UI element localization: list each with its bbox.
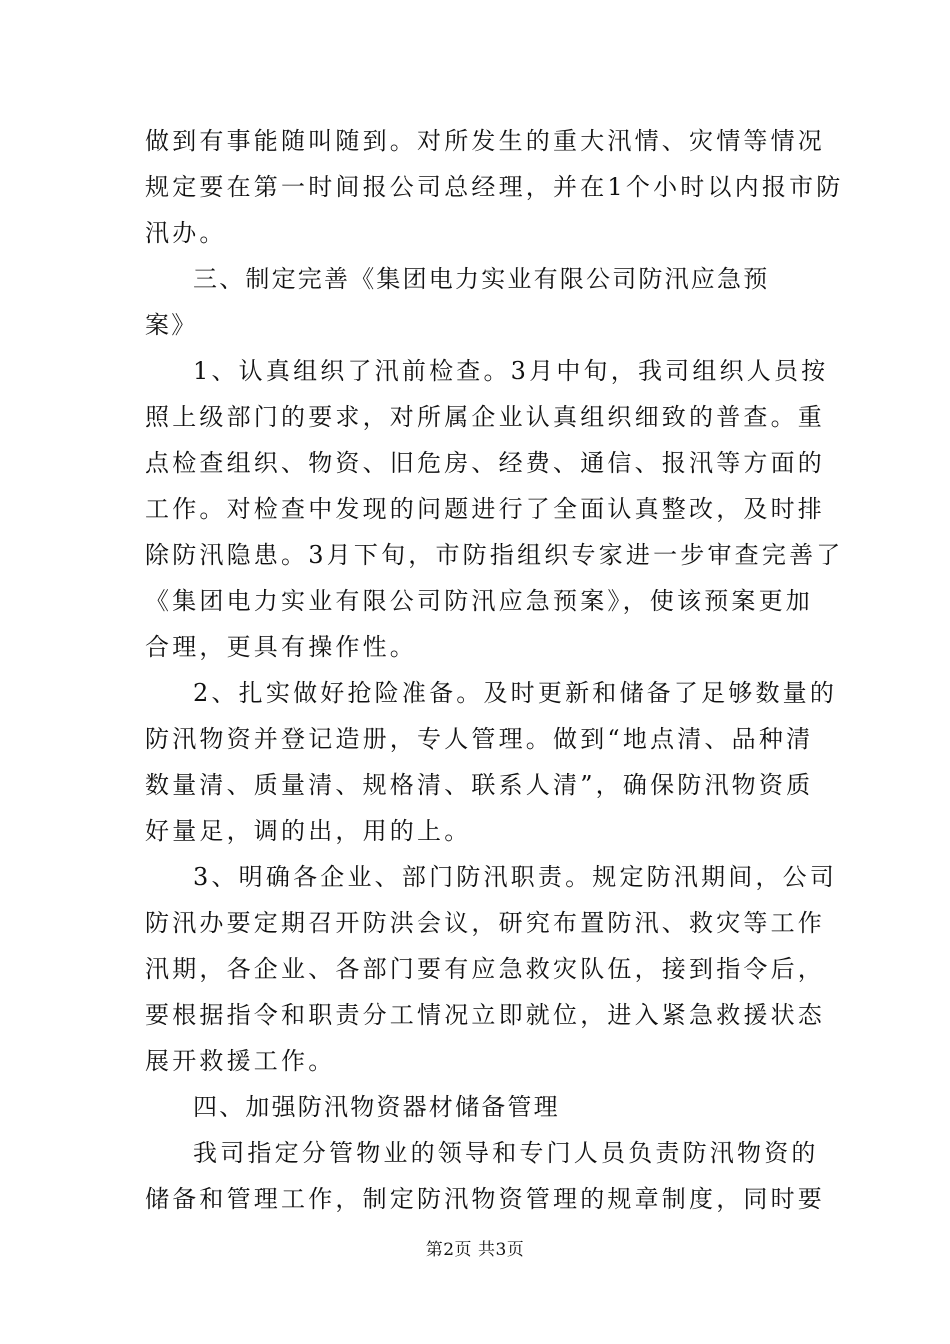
- body-text-line: 除防汛隐患。3月下旬，市防指组织专家进一步审查完善了: [145, 541, 844, 569]
- body-text-line: 做到有事能随叫随到。对所发生的重大汛情、灾情等情况: [145, 127, 825, 155]
- body-text-line: 展开救援工作。: [145, 1047, 336, 1075]
- body-text-line: 汛办。: [145, 219, 227, 247]
- body-text-line: 好量足，调的出，用的上。: [145, 817, 472, 845]
- body-text-line: 要根据指令和职责分工情况立即就位，进入紧急救援状态: [145, 1001, 825, 1029]
- body-text-line: 《集团电力实业有限公司防汛应急预案》，使该预案更加: [145, 587, 813, 615]
- body-text-line: 数量清、质量清、规格清、联系人清”，确保防汛物资质: [145, 771, 814, 799]
- section-heading: 四、加强防汛物资器材储备管理: [193, 1093, 560, 1121]
- body-text-line: 防汛物资并登记造册，专人管理。做到“地点清、品种清: [145, 725, 814, 753]
- section-heading: 三、制定完善《集团电力实业有限公司防汛应急预: [193, 265, 770, 293]
- body-text-line: 规定要在第一时间报公司总经理，并在1个小时以内报市防: [145, 173, 844, 201]
- body-text-line: 汛期，各企业、各部门要有应急救灾队伍，接到指令后，: [145, 955, 825, 983]
- body-text-line: 工作。对检查中发现的问题进行了全面认真整改，及时排: [145, 495, 825, 523]
- section-heading-continuation: 案》: [145, 311, 198, 339]
- body-text-line: 合理，更具有操作性。: [145, 633, 417, 661]
- body-text-line: 照上级部门的要求，对所属企业认真组织细致的普查。重: [145, 403, 825, 431]
- body-text-line: 储备和管理工作，制定防汛物资管理的规章制度，同时要: [145, 1185, 825, 1213]
- paragraph-start-line: 3、明确各企业、部门防汛职责。规定防汛期间，公司: [193, 863, 838, 891]
- paragraph-start-line: 2、扎实做好抢险准备。及时更新和储备了足够数量的: [193, 679, 838, 707]
- body-text-line: 点检查组织、物资、旧危房、经费、通信、报汛等方面的: [145, 449, 825, 477]
- page-number-footer: 第2页 共3页: [425, 1240, 525, 1260]
- paragraph-start-line: 1、认真组织了汛前检查。3月中旬，我司组织人员按: [193, 357, 829, 385]
- paragraph-start-line: 我司指定分管物业的领导和专门人员负责防汛物资的: [193, 1139, 819, 1167]
- body-text-line: 防汛办要定期召开防洪会议，研究布置防汛、救灾等工作: [145, 909, 825, 937]
